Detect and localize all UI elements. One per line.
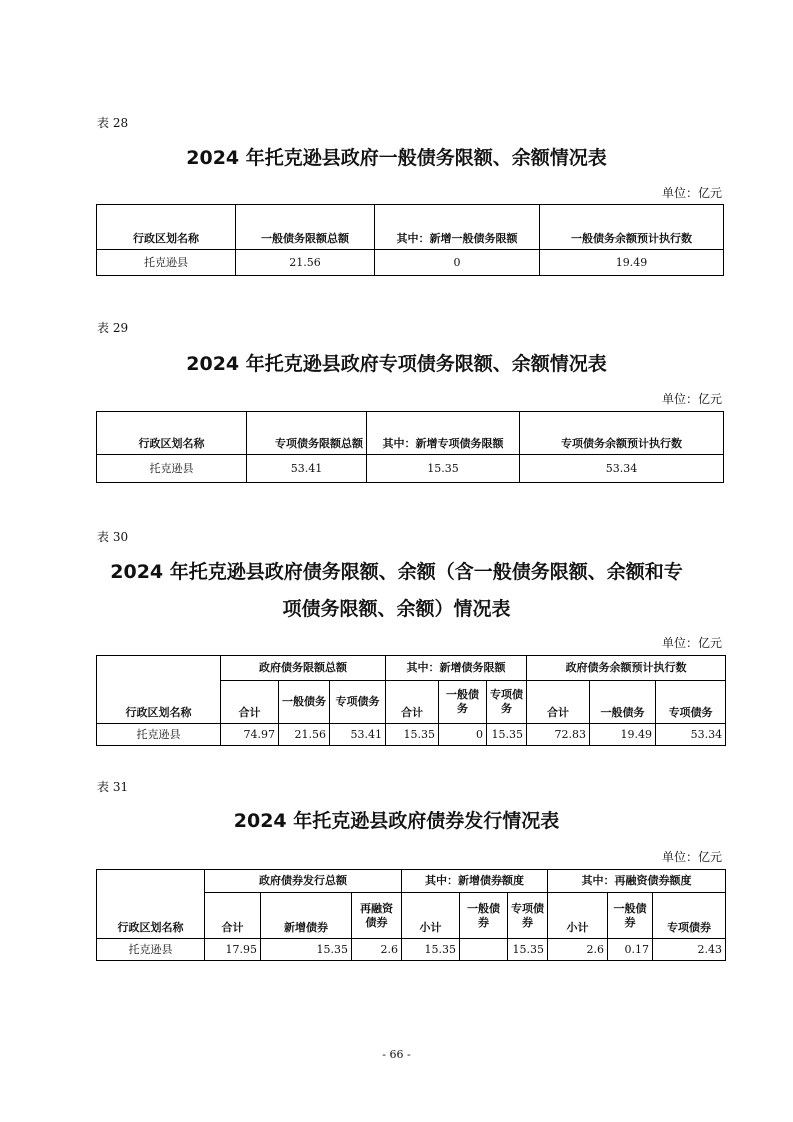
subheader-general: 一般债务	[439, 681, 487, 724]
cell-value: 0.17	[608, 939, 653, 961]
cell-region: 托克逊县	[97, 939, 205, 961]
table-29	[96, 411, 724, 483]
table-row	[97, 455, 724, 483]
subheader-subtotal: 小计	[402, 893, 460, 939]
table-31-label: 表 31	[97, 780, 129, 794]
cell-value: 2.6	[352, 939, 402, 961]
table-row	[97, 939, 726, 961]
group-header-balance: 政府债务余额预计执行数	[527, 656, 726, 681]
table-row	[97, 250, 724, 276]
cell-region: 托克逊县	[97, 724, 221, 746]
cell-region: 托克逊县	[97, 250, 236, 276]
group-header-refinancing-bonds: 其中：再融资债券额度	[548, 870, 726, 893]
table-31-title: 2024 年托克逊县政府债券发行情况表	[233, 810, 560, 832]
subheader-general-bonds: 一般债券	[460, 893, 508, 939]
cell-value: 15.35	[508, 939, 548, 961]
subheader-total: 合计	[221, 681, 279, 724]
cell-balance-estimate: 19.49	[540, 250, 724, 276]
table-28-label: 表 28	[97, 116, 129, 130]
header-new-limit: 其中：新增一般债务限额	[375, 205, 540, 250]
header-region: 行政区划名称	[97, 656, 221, 724]
cell-value: 0	[439, 724, 487, 746]
header-limit-total: 一般债务限额总额	[236, 205, 375, 250]
subheader-total: 合计	[527, 681, 590, 724]
table-30-label: 表 30	[97, 530, 129, 544]
table-28-unit: 单位：亿元	[661, 186, 722, 200]
page-number: - 66 -	[382, 1048, 411, 1061]
subheader-total: 合计	[205, 893, 261, 939]
subheader-special: 专项债务	[487, 681, 527, 724]
group-header-new-limit: 其中：新增债务限额	[386, 656, 527, 681]
cell-new-limit: 15.35	[367, 455, 520, 483]
cell-region: 托克逊县	[97, 455, 247, 483]
table-29-label: 表 29	[97, 321, 129, 335]
cell-value: 15.35	[386, 724, 439, 746]
group-header-issuance-total: 政府债券发行总额	[205, 870, 402, 893]
subheader-new-bonds: 新增债券	[261, 893, 352, 939]
subheader-general-bonds: 一般债券	[608, 893, 653, 939]
table-30-unit: 单位：亿元	[661, 636, 722, 650]
cell-value: 2.43	[653, 939, 726, 961]
group-header-new-bonds: 其中：新增债券额度	[402, 870, 548, 893]
cell-value: 15.35	[402, 939, 460, 961]
subheader-refinancing-bonds: 再融资债券	[352, 893, 402, 939]
table-row	[97, 724, 726, 746]
table-29-unit: 单位：亿元	[661, 392, 722, 406]
table-30	[96, 655, 726, 746]
header-balance-estimate: 一般债务余额预计执行数	[540, 205, 724, 250]
subheader-special-bonds: 专项债券	[508, 893, 548, 939]
subheader-special: 专项债务	[656, 681, 726, 724]
header-new-limit: 其中：新增专项债务限额	[367, 412, 520, 455]
subheader-total: 合计	[386, 681, 439, 724]
table-30-title-line2: 项债务限额、余额）情况表	[282, 598, 511, 620]
cell-value: 15.35	[487, 724, 527, 746]
table-28	[96, 204, 724, 276]
cell-value: 53.41	[330, 724, 386, 746]
cell-limit-total: 53.41	[247, 455, 367, 483]
table-30-title-line1: 2024 年托克逊县政府债务限额、余额（含一般债务限额、余额和专	[110, 561, 683, 583]
cell-balance-estimate: 53.34	[520, 455, 724, 483]
group-header-limit-total: 政府债务限额总额	[221, 656, 386, 681]
subheader-special-bonds: 专项债券	[653, 893, 726, 939]
table-28-title: 2024 年托克逊县政府一般债务限额、余额情况表	[186, 147, 607, 169]
cell-value: 15.35	[261, 939, 352, 961]
cell-value: 21.56	[279, 724, 330, 746]
cell-value: 2.6	[548, 939, 608, 961]
header-region: 行政区划名称	[97, 205, 236, 250]
subheader-general: 一般债务	[279, 681, 330, 724]
cell-value: 17.95	[205, 939, 261, 961]
header-region: 行政区划名称	[97, 412, 247, 455]
cell-value: 53.34	[656, 724, 726, 746]
table-29-title: 2024 年托克逊县政府专项债务限额、余额情况表	[186, 353, 607, 375]
cell-value: 72.83	[527, 724, 590, 746]
subheader-subtotal: 小计	[548, 893, 608, 939]
cell-new-limit: 0	[375, 250, 540, 276]
header-limit-total: 专项债务限额总额	[247, 412, 367, 455]
cell-value	[460, 939, 508, 961]
header-balance-estimate: 专项债务余额预计执行数	[520, 412, 724, 455]
subheader-general: 一般债务	[590, 681, 656, 724]
table-31	[96, 869, 726, 961]
cell-value: 74.97	[221, 724, 279, 746]
header-region: 行政区划名称	[97, 870, 205, 939]
cell-limit-total: 21.56	[236, 250, 375, 276]
subheader-special: 专项债务	[330, 681, 386, 724]
table-31-unit: 单位：亿元	[661, 850, 722, 864]
cell-value: 19.49	[590, 724, 656, 746]
